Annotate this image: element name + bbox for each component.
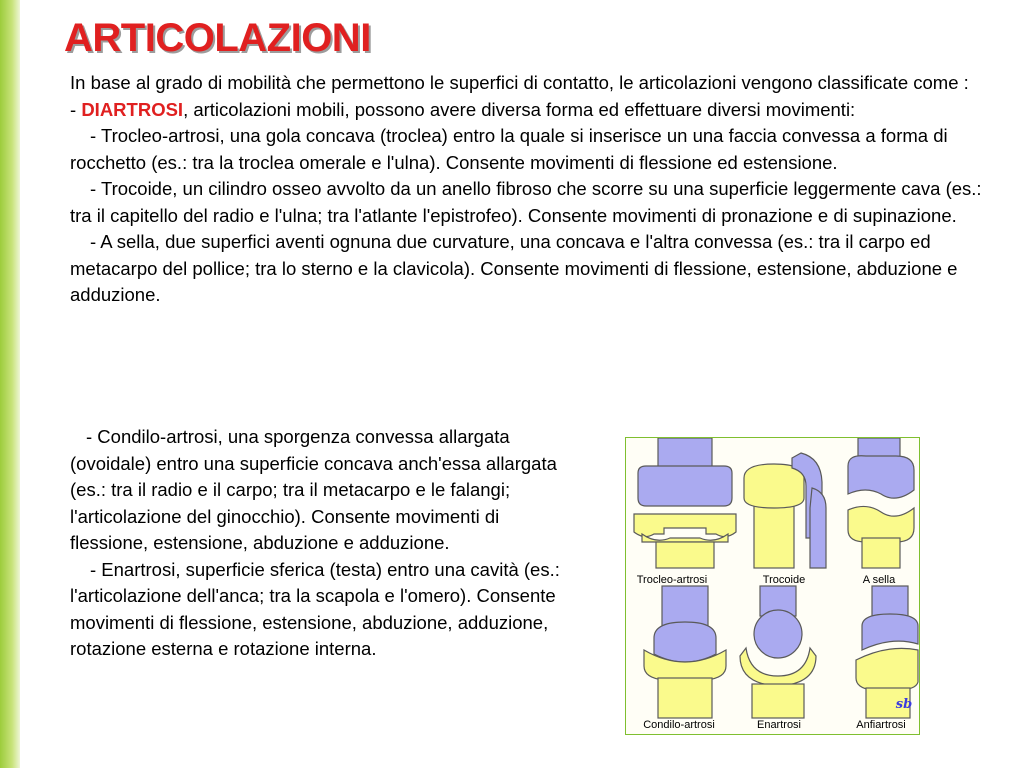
a-sella-illustration xyxy=(848,438,914,568)
trocoide-illustration xyxy=(744,453,826,568)
trocleo-artrosi-illustration xyxy=(634,438,736,568)
lower-text xyxy=(70,424,570,663)
sella-text: - A sella, due superfici aventi ognuna due curvature, una concava e l'altra convessa (es.: tra il carpo ed metacarpo del pollice; tra lo sterno e la clavicola). Consente movimenti di flessione, estensione, abduzione e adduzione. xyxy=(70,231,958,305)
enartrosi-illustration xyxy=(740,586,816,718)
condilo-artrosi-text: - Condilo-artrosi, una sporgenza convessa allargata (ovoidale) entro una superficie concava anch'essa allargata (es.: tra il radio e il carpo; tra il metacarpo e le falangi; l'articolazione del ginocchio). Consente movimenti di flessione, estensione, abduzione e adduzione. xyxy=(70,426,557,553)
trocleo-artrosi-text: - Trocleo-artrosi, una gola concava (troclea) entro la quale si inserisce un una faccia convessa a forma di rocchetto (es.: tra la troclea omerale e l'ulna). Consente movimenti di flessione ed estensione. xyxy=(70,125,948,173)
intro-paragraph: In base al grado di mobilità che permettono le superfici di contatto, le articolazioni vengono classificate come : xyxy=(70,72,969,93)
caption-a-sella: A sella xyxy=(862,574,896,586)
side-accent-bar xyxy=(0,0,20,768)
trocoide-paragraph xyxy=(70,176,985,229)
slide-title: ARTICOLAZIONI xyxy=(64,16,371,60)
condilo-artrosi-illustration xyxy=(644,586,726,718)
enartrosi-paragraph xyxy=(70,557,570,663)
diartrosi-paragraph xyxy=(70,97,985,124)
caption-anfiartrosi: Anfiartrosi xyxy=(856,719,906,731)
condilo-artrosi-paragraph xyxy=(70,424,570,557)
sella-paragraph xyxy=(70,229,985,309)
diartrosi-term: DIARTROSI xyxy=(81,98,184,120)
caption-condilo-artrosi: Condilo-artrosi xyxy=(643,719,715,731)
diartrosi-prefix: - xyxy=(70,98,82,120)
joint-types-figure xyxy=(625,437,920,735)
body-text xyxy=(70,70,985,309)
caption-trocoide: Trocoide xyxy=(762,574,806,586)
signature-mark: sb xyxy=(895,697,913,712)
trocoide-text: - Trocoide, un cilindro osseo avvolto da un anello fibroso che scorre su una superficie leggermente cava (es.: tra il capitello del radio e l'ulna; tra l'atlante l'epistrofeo). Consente movimenti di pronazione e di supinazione. xyxy=(70,178,982,226)
diartrosi-description: , articolazioni mobili, possono avere diversa forma ed effettuare diversi movimenti: xyxy=(183,98,856,120)
trocleo-artrosi-paragraph xyxy=(70,123,985,176)
caption-enartrosi: Enartrosi xyxy=(756,719,802,731)
enartrosi-text: - Enartrosi, superficie sferica (testa) entro una cavità (es.: l'articolazione dell'anca; tra la scapola e l'omero). Consente movimenti di flessione, estensione, abduzione, adduzione, rotazione esterna e rotazione interna. xyxy=(70,558,560,659)
caption-trocleo-artrosi: Trocleo-artrosi xyxy=(636,574,708,586)
